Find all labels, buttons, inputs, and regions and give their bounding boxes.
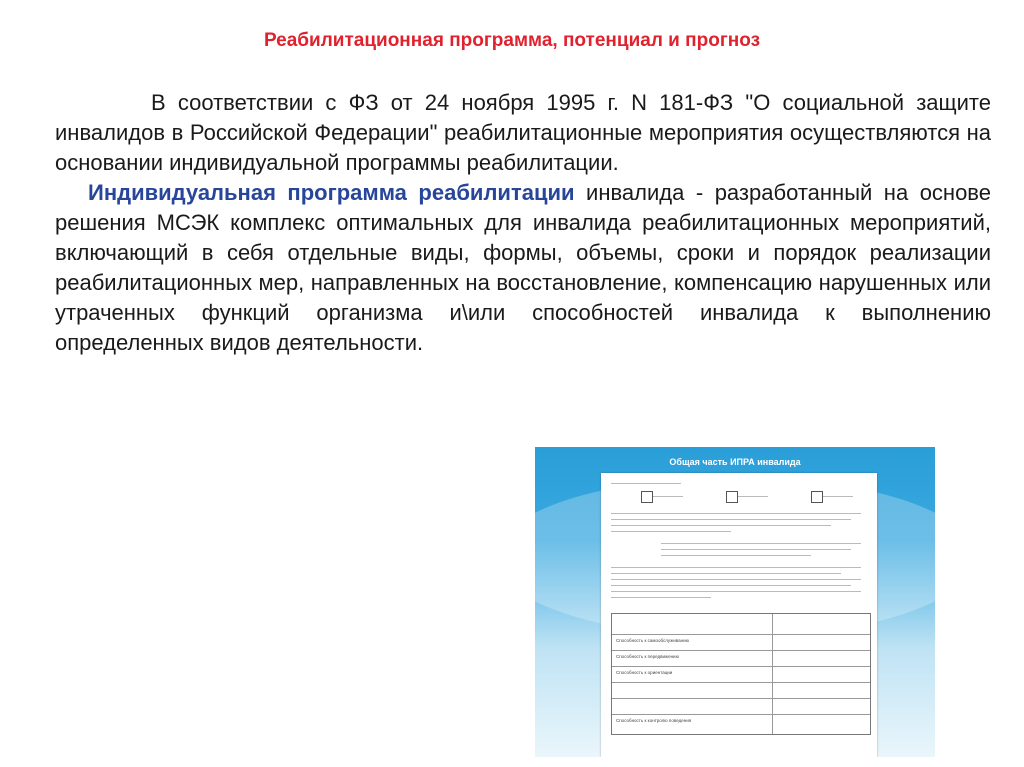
paragraph-1: В соответствии с ФЗ от 24 ноября 1995 г. N 181-ФЗ "О социальной защите инвалидов в Российской Федерации" реабилитационные мероприятия осуществляются на основании индивидуальной программы реабилитации. (55, 90, 991, 175)
form-line (823, 496, 853, 497)
slide-title: Реабилитационная программа, потенциал и прогноз (263, 30, 761, 51)
form-line (611, 579, 861, 580)
table-cell: Способность к контролю поведения (616, 718, 692, 723)
form-line (661, 543, 861, 544)
highlight-term: Индивидуальная программа реабилитации (88, 180, 575, 205)
table-cell: Способность к самообслуживанию (616, 638, 689, 643)
table-row (612, 666, 870, 667)
form-line (611, 519, 851, 520)
form-checkbox (726, 491, 738, 503)
table-row (612, 650, 870, 651)
table-row (612, 714, 870, 715)
table-row (612, 682, 870, 683)
form-sheet (601, 473, 877, 757)
table-col-divider (772, 614, 773, 734)
body-text (55, 88, 991, 358)
form-checkbox (811, 491, 823, 503)
form-line (738, 496, 768, 497)
form-line (611, 567, 861, 568)
form-line (611, 531, 731, 532)
form-checkbox (641, 491, 653, 503)
form-line (611, 525, 831, 526)
form-line (611, 573, 841, 574)
table-cell: Способность к ориентации (616, 670, 673, 675)
form-line (653, 496, 683, 497)
table-row (612, 698, 870, 699)
table-row (612, 634, 870, 635)
paragraph-2-text: инвалида - разработанный на основе решения МСЭК комплекс оптимальных для инвалида реабилитационных мероприятий, включающий в себя отдельные виды, формы, объемы, сроки и порядок реализации реабилитационных мер, направленных на восстановление, компенсацию нарушенных или утраченных функций организма и\или способностей инвалида к выполнению определенных видов деятельности. (55, 180, 991, 355)
form-table (611, 613, 871, 735)
form-line (661, 555, 811, 556)
form-line (611, 513, 861, 514)
form-line (611, 483, 681, 484)
ipra-form-image (535, 447, 935, 757)
paragraph-2 (55, 178, 991, 358)
form-line (611, 585, 851, 586)
form-line (661, 549, 851, 550)
form-line (611, 597, 711, 598)
image-title: Общая часть ИПРА инвалида (669, 457, 801, 467)
table-cell: Способность к передвижению (616, 654, 679, 659)
form-line (611, 591, 861, 592)
